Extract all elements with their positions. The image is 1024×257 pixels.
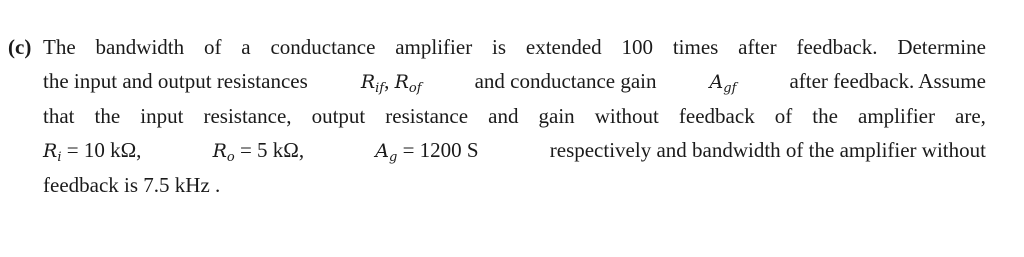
variable-ro: $R_o = 5$ kΩ, <box>212 138 305 165</box>
word: feedback <box>678 104 755 128</box>
question-line-5 <box>8 168 998 202</box>
variable-ag: $A_g = 1200$ S <box>375 138 479 165</box>
word: without <box>594 104 659 128</box>
word: is <box>492 35 507 59</box>
text-segment: and conductance gain <box>474 69 657 93</box>
variable-agf: $A_{gf}$ <box>709 71 737 96</box>
word: a <box>241 35 251 59</box>
line-3-text <box>43 99 986 133</box>
word: are, <box>955 104 986 128</box>
word: feedback. <box>796 35 878 59</box>
question-line-4 <box>8 133 998 168</box>
word: times <box>672 35 719 59</box>
variable-ri: $R_i = 10$ kΩ, <box>43 138 142 165</box>
word: gain <box>538 104 575 128</box>
line-2-text <box>43 64 986 99</box>
text-segment: after feedback. Assume <box>789 69 986 93</box>
line-4-text <box>43 133 986 168</box>
question-label: (c) <box>8 35 32 59</box>
text-segment: the input and output resistances <box>43 69 308 93</box>
word: and <box>488 104 519 128</box>
word: extended <box>525 35 602 59</box>
word: the <box>94 104 121 128</box>
text-segment: respectively and bandwidth of the amplifier without <box>549 138 986 162</box>
word: amplifier <box>858 104 935 128</box>
question-line-1 <box>8 30 998 64</box>
word: that <box>43 104 75 128</box>
word: 100 <box>621 35 653 59</box>
word: output <box>311 104 366 128</box>
word: input <box>140 104 184 128</box>
word: resistance, <box>203 104 292 128</box>
variable-rif: $R_{if}$, $R_{of}$ <box>360 69 422 96</box>
word: of <box>203 35 222 59</box>
word: the <box>812 104 838 128</box>
word: after <box>738 35 777 59</box>
word: The <box>43 35 76 59</box>
word: Determine <box>897 35 986 59</box>
line-5-text: feedback is 7.5 kHz . <box>43 173 221 197</box>
question-line-3 <box>8 99 998 133</box>
word: resistance <box>385 104 469 128</box>
word: conductance <box>270 35 376 59</box>
word: of <box>774 104 793 128</box>
word: amplifier <box>395 35 473 59</box>
line-1-text <box>43 30 986 64</box>
question-block <box>8 30 998 202</box>
word: bandwidth <box>95 35 185 59</box>
question-line-2 <box>8 64 998 99</box>
